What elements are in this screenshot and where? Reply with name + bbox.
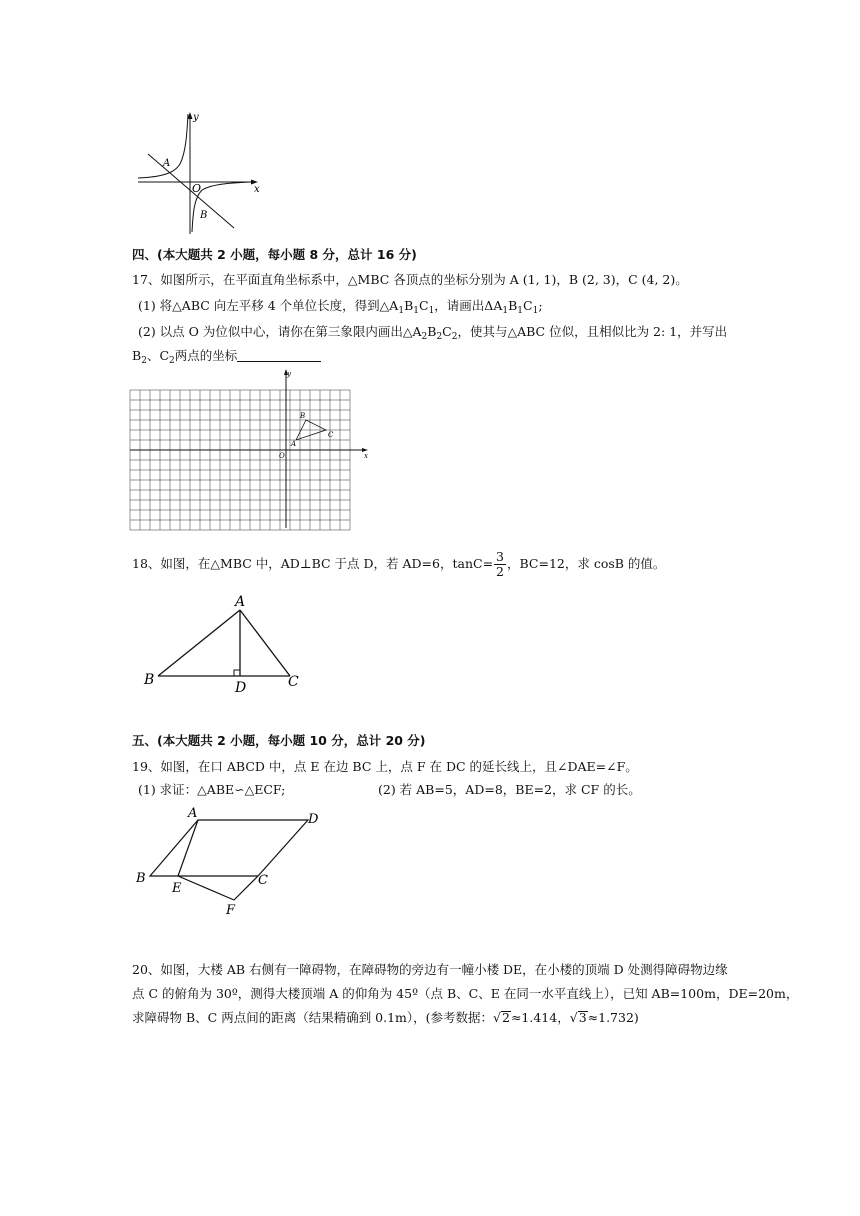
grid-lines [130, 390, 350, 530]
grid-label-x: x [364, 452, 368, 460]
tri-label-d: D [235, 680, 247, 696]
q19-part1: (1) 求证：△ABE∽△ECF; [138, 782, 286, 797]
q17-part1: (1) 将△ABC 向左平移 4 个单位长度，得到$\triangle A_1B_1C_1$，请画出$\Delta A_1B_1C_1$; [138, 298, 543, 316]
segment-cf [234, 876, 258, 900]
q19-stem: 19、如图，在口 ABCD 中，点 E 在边 BC 上，点 F 在 DC 的延长线上，且∠DAE=∠F。 [132, 759, 638, 774]
q20-line1: 20、如图，大楼 AB 右侧有一障碍物，在障碍物的旁边有一幢小楼 DE，在小楼的顶端 D 处测得障碍物边缘 [132, 962, 728, 977]
coordinate-grid-figure [128, 368, 372, 532]
side-ac [240, 610, 290, 676]
par-label-a: A [188, 806, 198, 821]
section-4-heading: 四、(本大题共 2 小题，每小题 8 分，总计 16 分) [132, 247, 417, 262]
grid-label-a: A [291, 440, 297, 448]
tri-label-c: C [288, 674, 299, 690]
q19-part2: (2) 若 AB=5，AD=8，BE=2，求 CF 的长。 [378, 782, 641, 797]
par-label-b: B [136, 871, 146, 886]
line-ab [148, 154, 234, 228]
hyperbola-figure [130, 108, 270, 238]
grid-label-o: O [279, 452, 285, 460]
q17-part2-line2: $B_2$、$C_2$两点的坐标 [132, 346, 321, 366]
side-ab [158, 610, 240, 676]
segment-ae [178, 820, 198, 876]
parallelogram-figure [132, 804, 332, 920]
par-label-c: C [258, 873, 268, 888]
sqrt-2: 2 [502, 1010, 510, 1025]
q17-stem: 17、如图所示，在平面直角坐标系中，△MBC 各顶点的坐标分别为 A (1, 1)，B (2, 3)，C (4, 2)。 [132, 272, 688, 287]
par-label-f: F [226, 903, 236, 918]
tri-label-a: A [235, 594, 246, 610]
label-x: x [254, 184, 260, 195]
q20-line2: 点 C 的俯角为 30º，测得大楼顶端 A 的仰角为 45º（点 B、C、E 在同一水平直线上），已知 AB=100m，DE=20m， [132, 986, 799, 1001]
q18-text: 18、如图，在△MBC 中，AD⊥BC 于点 D，若 AD=6，tanC= $\frac{3}{2}$ ，BC=12，求 cosB 的值。 [132, 549, 666, 579]
q17-part2: (2) 以点 O 为位似中心，请你在第三象限内画出$\triangle A_2B_2C_2$，使其与△ABC 位似，且相似比为 2: 1，并写出 [138, 324, 728, 342]
tri-label-b: B [144, 672, 155, 688]
segment-ef [178, 876, 234, 900]
tanc-fraction: $\frac{3}{2}$ [496, 549, 504, 579]
label-o: O [192, 182, 202, 195]
label-a: A [163, 158, 171, 169]
sqrt-3: 3 [578, 1010, 587, 1025]
parallelogram-abcd [150, 820, 308, 876]
par-label-e: E [172, 881, 182, 896]
grid-label-c: C [328, 431, 334, 439]
label-y: y [193, 112, 199, 123]
par-label-d: D [308, 812, 319, 827]
right-angle-mark [234, 670, 240, 676]
grid-label-b: B [300, 412, 306, 420]
triangle-figure [140, 590, 310, 700]
answer-blank[interactable] [237, 349, 321, 362]
grid-label-y: y [287, 370, 291, 378]
label-b: B [200, 210, 208, 221]
q20-line3: 求障碍物 B、C 两点间的距离（结果精确到 0.1m），(参考数据：√2≈1.414，√3≈1.732) [132, 1010, 639, 1025]
section-5-heading: 五、(本大题共 2 小题，每小题 10 分，总计 20 分) [132, 733, 426, 748]
